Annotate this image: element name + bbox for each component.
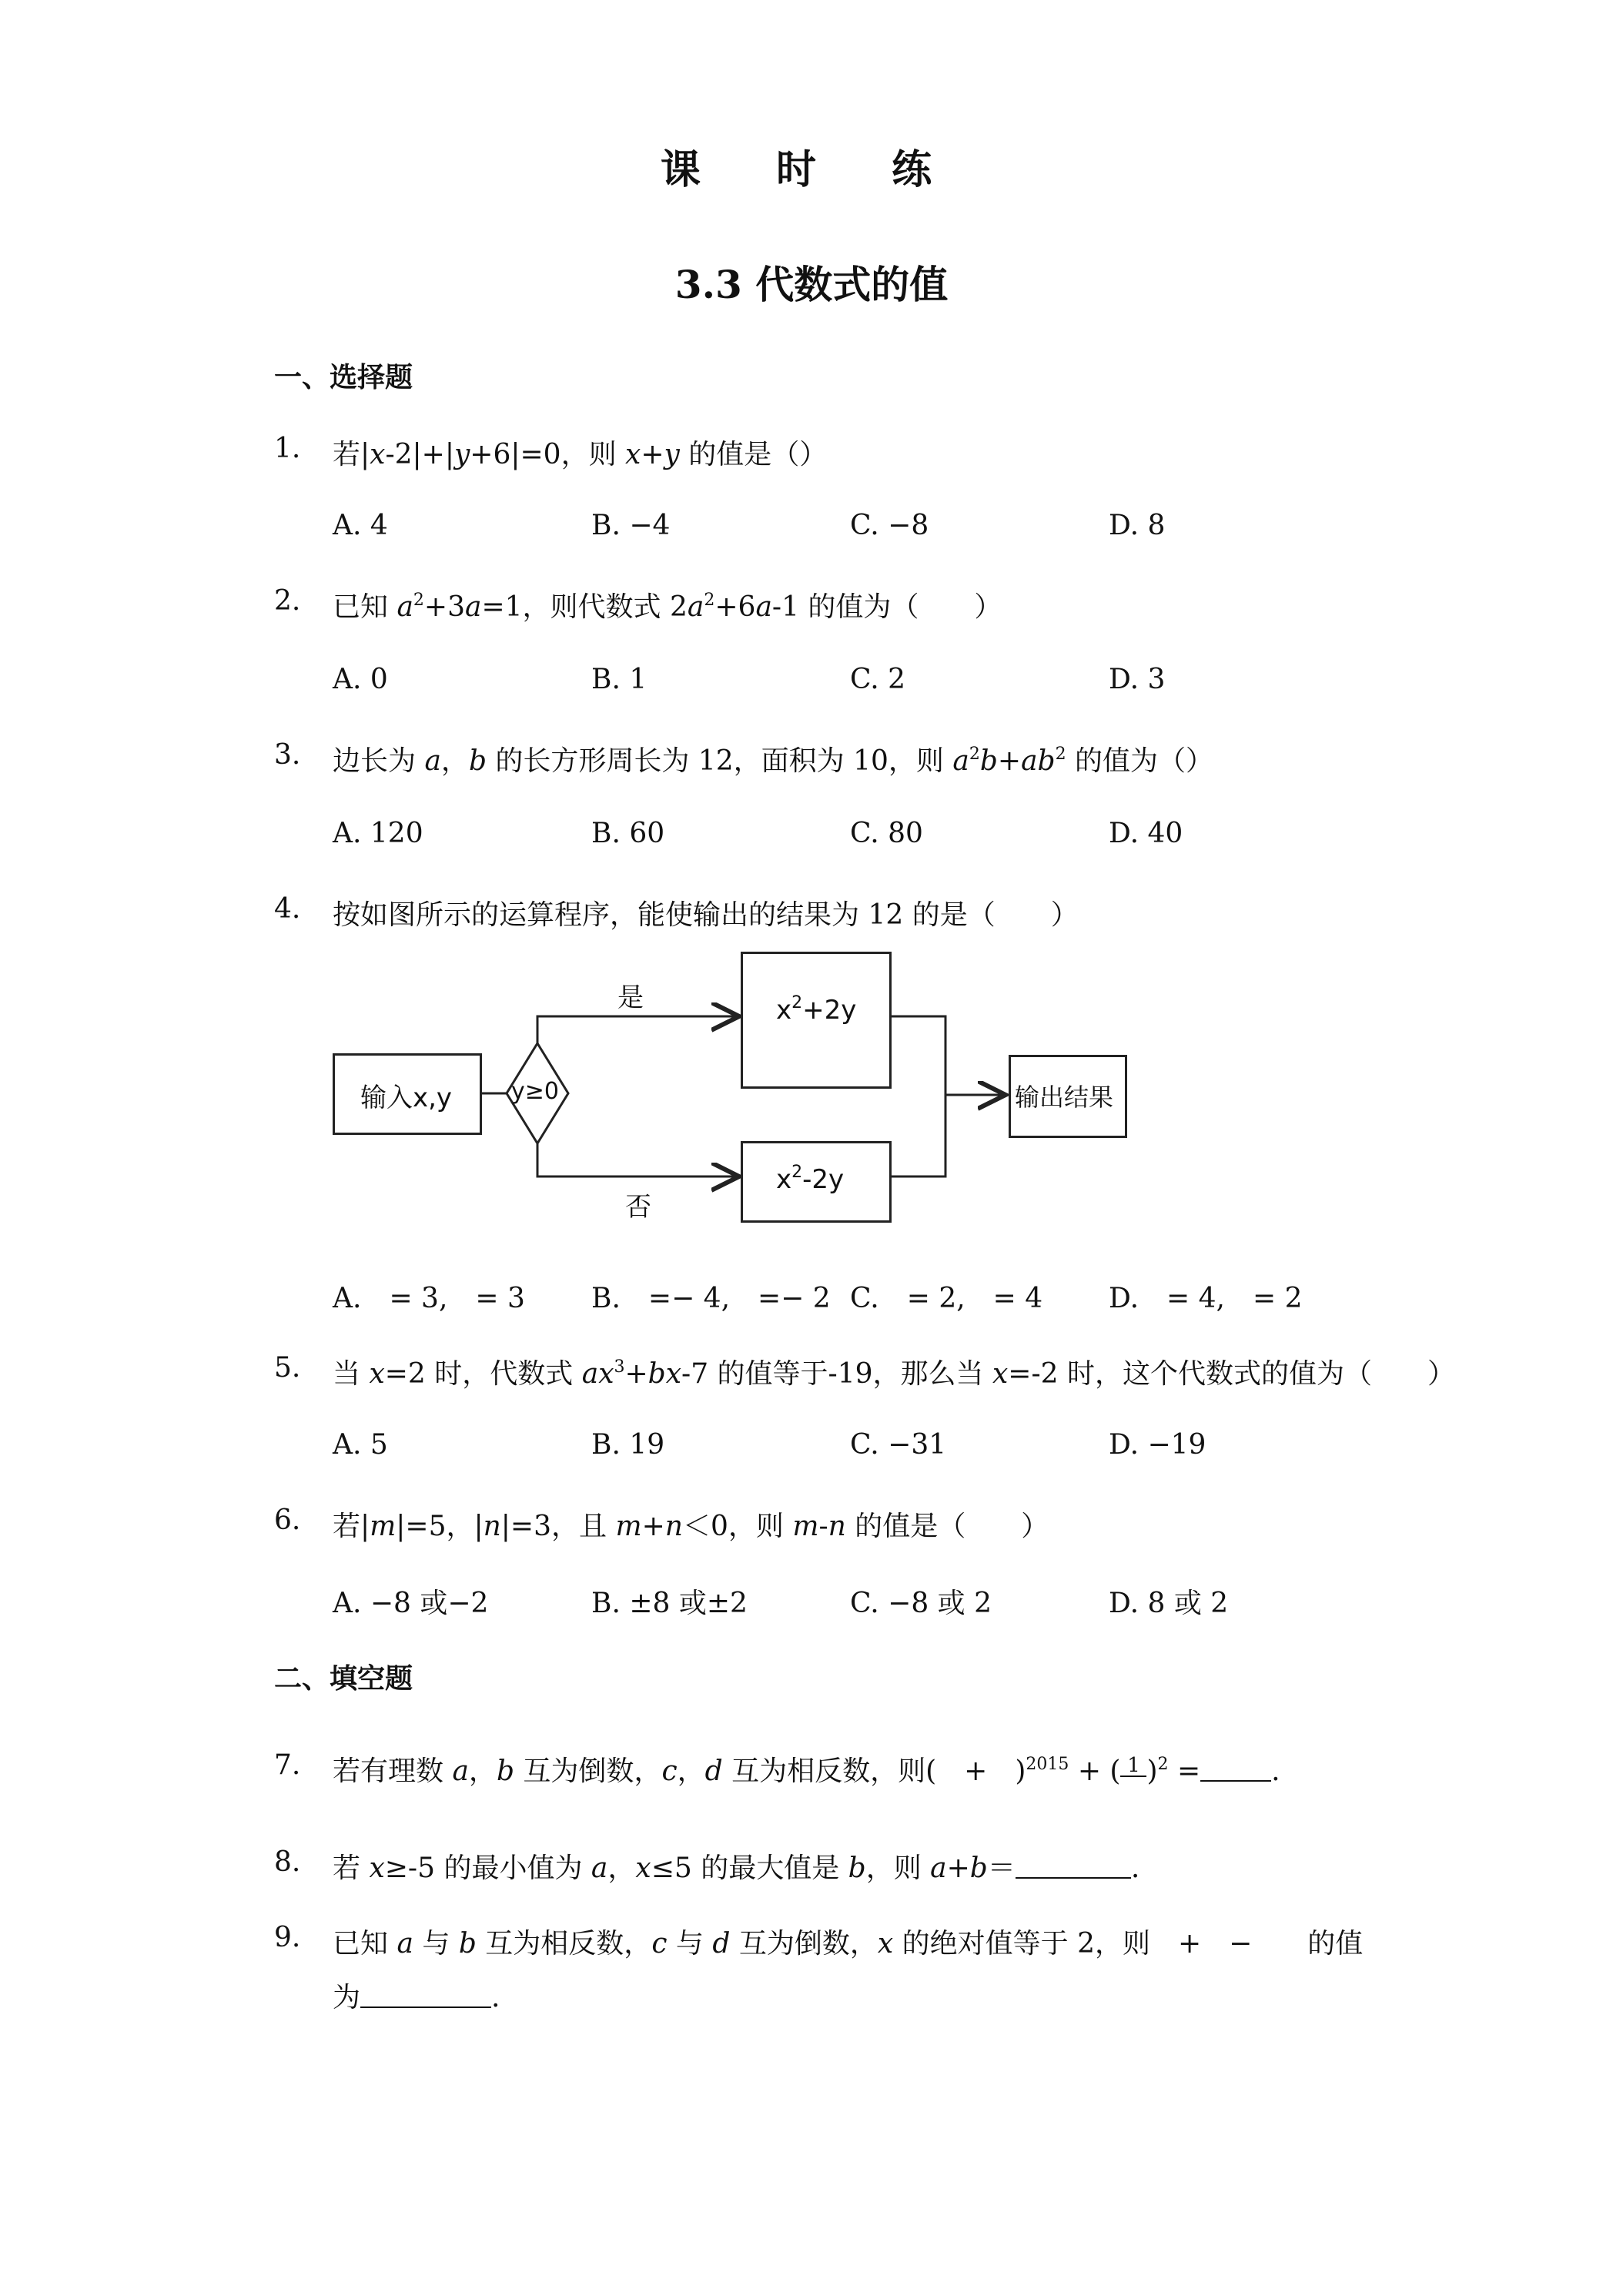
question-4-number: 4. [274, 893, 301, 925]
question-1-option-d: D. 8 [1109, 510, 1166, 541]
question-5-text: 当 x=2 时，代数式 $ax^3+bx-7$ 的值等于-19，那么当 x=-2 时，这个代数式的值为（ ） [333, 1357, 1455, 1390]
question-2-option-b: B. 1 [591, 664, 648, 695]
question-5-option-d: D. −19 [1109, 1429, 1206, 1461]
flow-condition-label: y≥0 [511, 1078, 559, 1105]
question-4-option-d: D. = 4, = 2 [1109, 1283, 1303, 1314]
question-3-option-a: A. 120 [333, 818, 423, 849]
question-1-text: 若|x-2|+|y+6|=0，则 x+y 的值是（） [333, 439, 828, 470]
program-flowchart [323, 932, 1155, 1240]
question-3-option-c: C. 80 [850, 818, 923, 849]
question-4-option-a: A. = 3, = 3 [333, 1283, 525, 1314]
question-7-text: 若有理数 a，b 互为倒数，c，d 互为相反数，则( + )$^{2015}$ + ( 1 )$^2$ = . [333, 1749, 1280, 1791]
flow-input-label: 输入x,y [360, 1083, 453, 1113]
question-8-number: 8. [274, 1846, 301, 1878]
question-1-option-c: C. −8 [850, 510, 929, 541]
question-4-option-c: C. = 2, = 4 [850, 1283, 1043, 1314]
question-2-text: 已知 $a^2+3a=1$，则代数式 $2a^2+6a-1$ 的值为（ ） [333, 591, 1002, 623]
question-6-option-d: D. 8 或 2 [1109, 1588, 1229, 1619]
question-1-option-b: B. −4 [591, 510, 671, 541]
question-4-text: 按如图所示的运算程序，能使输出的结果为 12 的是（ ） [333, 899, 1079, 931]
question-1-number: 1. [274, 433, 301, 464]
flow-top-expression: $x^2+2y$ [776, 993, 857, 1026]
question-2-option-c: C. 2 [850, 664, 906, 695]
question-8-blank [1016, 1853, 1131, 1879]
flow-no-label: 否 [625, 1192, 651, 1223]
question-5-option-a: A. 5 [333, 1429, 388, 1461]
flow-bottom-expression: $x^2-2y$ [776, 1163, 845, 1195]
question-9-text-line2: 为 . [333, 1982, 500, 2013]
question-9-number: 9. [274, 1922, 301, 1953]
question-6-option-b: B. ±8 或±2 [591, 1588, 748, 1619]
question-2-number: 2. [274, 585, 301, 617]
question-8-text: 若 x≥-5 的最小值为 a，x≤5 的最大值是 b，则 a+b＝ . [333, 1853, 1140, 1884]
question-2-option-d: D. 3 [1109, 664, 1166, 695]
question-7-number: 7. [274, 1749, 301, 1781]
question-9-blank [360, 1982, 491, 2008]
question-5-number: 5. [274, 1352, 301, 1384]
question-9-text: 已知 a 与 b 互为相反数，c 与 d 互为倒数，x 的绝对值等于 2，则 + − 的值 [333, 1928, 1364, 1960]
question-3-number: 3. [274, 739, 301, 771]
question-5-option-c: C. −31 [850, 1429, 947, 1461]
question-5-option-b: B. 19 [591, 1429, 665, 1461]
question-6-text: 若|m|=5，|n|=3，且 m+n＜0，则 m-n 的值是（ ） [333, 1511, 1049, 1542]
flow-yes-label: 是 [617, 982, 644, 1013]
page-subtitle: 3.3 代数式的值 [674, 262, 949, 307]
question-2-option-a: A. 0 [333, 664, 388, 695]
question-4-option-b: B. =− 4, =− 2 [591, 1283, 831, 1314]
question-3-text: 边长为 a，b 的长方形周长为 12，面积为 10，则 $a^2b+ab^2$ 的值为（） [333, 745, 1214, 777]
section-heading-choice: 一、选择题 [274, 361, 413, 393]
question-1-option-a: A. 4 [333, 510, 388, 541]
question-7-blank [1200, 1755, 1271, 1782]
question-3-option-d: D. 40 [1109, 818, 1183, 849]
section-heading-fill: 二、填空题 [274, 1662, 413, 1695]
question-3-option-b: B. 60 [591, 818, 665, 849]
question-6-option-c: C. −8 或 2 [850, 1588, 992, 1619]
flow-output-label: 输出结果 [1015, 1083, 1114, 1112]
question-6-option-a: A. −8 或−2 [333, 1588, 489, 1619]
page-title: 课 时 练 [660, 146, 963, 193]
question-6-number: 6. [274, 1504, 301, 1536]
